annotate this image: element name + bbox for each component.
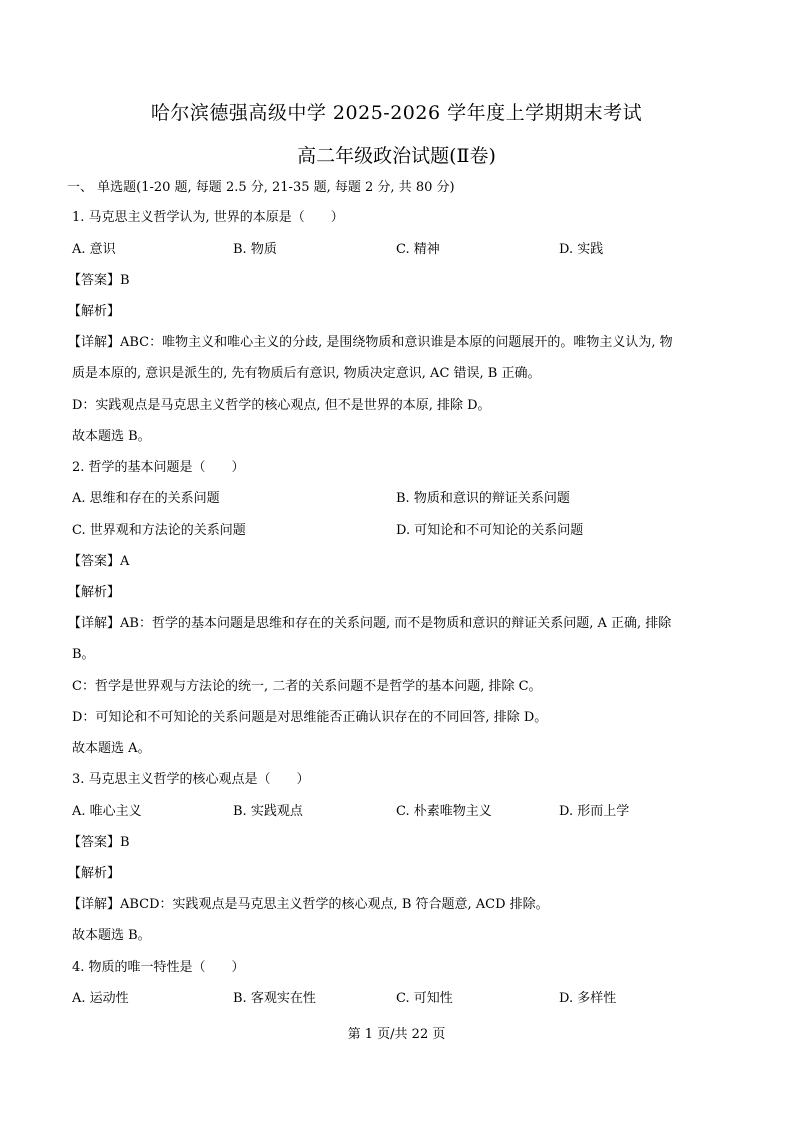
question-4-option-d: D. 多样性: [559, 991, 617, 1006]
question-1-conclusion: 故本题选 B。: [72, 429, 151, 444]
section-heading: 一、 单选题(1-20 题, 每题 2.5 分, 21-35 题, 每题 2 分, 共 80 分): [67, 180, 455, 195]
question-2-detail-line: B。: [72, 647, 95, 662]
question-1-detail-line: 质是本原的, 意识是派生的, 先有物质后有意识, 物质决定意识, AC 错误, B 正确。: [72, 366, 541, 381]
question-3-option-a: A. 唯心主义: [72, 804, 142, 819]
question-1-stem: 1. 马克思主义哲学认为, 世界的本原是（ ）: [72, 210, 344, 225]
question-2-conclusion: 故本题选 A。: [72, 741, 151, 756]
question-2-option-a: A. 思维和存在的关系问题: [72, 491, 220, 506]
question-2-analysis-label: 【解析】: [68, 585, 121, 600]
question-1-option-c: C. 精神: [396, 242, 440, 257]
question-3-analysis-label: 【解析】: [68, 866, 121, 881]
question-3-option-b: B. 实践观点: [233, 804, 303, 819]
question-1-option-a: A. 意识: [72, 242, 116, 257]
question-2-option-d: D. 可知论和不可知论的关系问题: [396, 523, 584, 538]
question-1-answer: 【答案】B: [68, 273, 130, 288]
question-3-option-d: D. 形而上学: [559, 804, 630, 819]
question-2-detail-line: 【详解】AB：哲学的基本问题是思维和存在的关系问题, 而不是物质和意识的辩证关系问题, A 正确, 排除: [68, 616, 672, 631]
question-1-analysis-label: 【解析】: [68, 304, 121, 319]
exam-title: 哈尔滨德强高级中学 2025-2026 学年度上学期期末考试: [150, 102, 643, 124]
question-3-option-c: C. 朴素唯物主义: [396, 804, 492, 819]
question-1-option-d: D. 实践: [559, 242, 604, 257]
question-4-option-b: B. 客观实在性: [233, 991, 316, 1006]
question-3-stem: 3. 马克思主义哲学的核心观点是（ ）: [72, 772, 310, 787]
question-2-detail-line: C：哲学是世界观与方法论的统一, 二者的关系问题不是哲学的基本问题, 排除 C。: [72, 679, 542, 694]
question-2-stem: 2. 哲学的基本问题是（ ）: [72, 460, 245, 475]
question-2-option-b: B. 物质和意识的辩证关系问题: [396, 491, 570, 506]
question-2-option-c: C. 世界观和方法论的关系问题: [72, 523, 246, 538]
question-2-detail-line: D：可知论和不可知论的关系问题是对思维能否正确认识存在的不同回答, 排除 D。: [72, 710, 548, 725]
page-number: 第 1 页/共 22 页: [347, 1027, 446, 1042]
question-3-answer: 【答案】B: [68, 835, 130, 850]
question-4-stem: 4. 物质的唯一特性是（ ）: [72, 960, 245, 975]
question-1-detail-line: D：实践观点是马克思主义哲学的核心观点, 但不是世界的本原, 排除 D。: [72, 398, 491, 413]
question-3-conclusion: 故本题选 B。: [72, 928, 151, 943]
question-3-detail-line: 【详解】ABCD：实践观点是马克思主义哲学的核心观点, B 符合题意, ACD 排除。: [68, 897, 549, 912]
question-2-answer: 【答案】A: [68, 554, 130, 569]
question-4-option-c: C. 可知性: [396, 991, 453, 1006]
question-1-detail-line: 【详解】ABC：唯物主义和唯心主义的分歧, 是围绕物质和意识谁是本原的问题展开的。唯物主义认为, 物: [68, 335, 673, 350]
question-1-option-b: B. 物质: [233, 242, 277, 257]
question-4-option-a: A. 运动性: [72, 991, 129, 1006]
exam-subtitle: 高二年级政治试题(Ⅱ卷): [297, 145, 496, 167]
